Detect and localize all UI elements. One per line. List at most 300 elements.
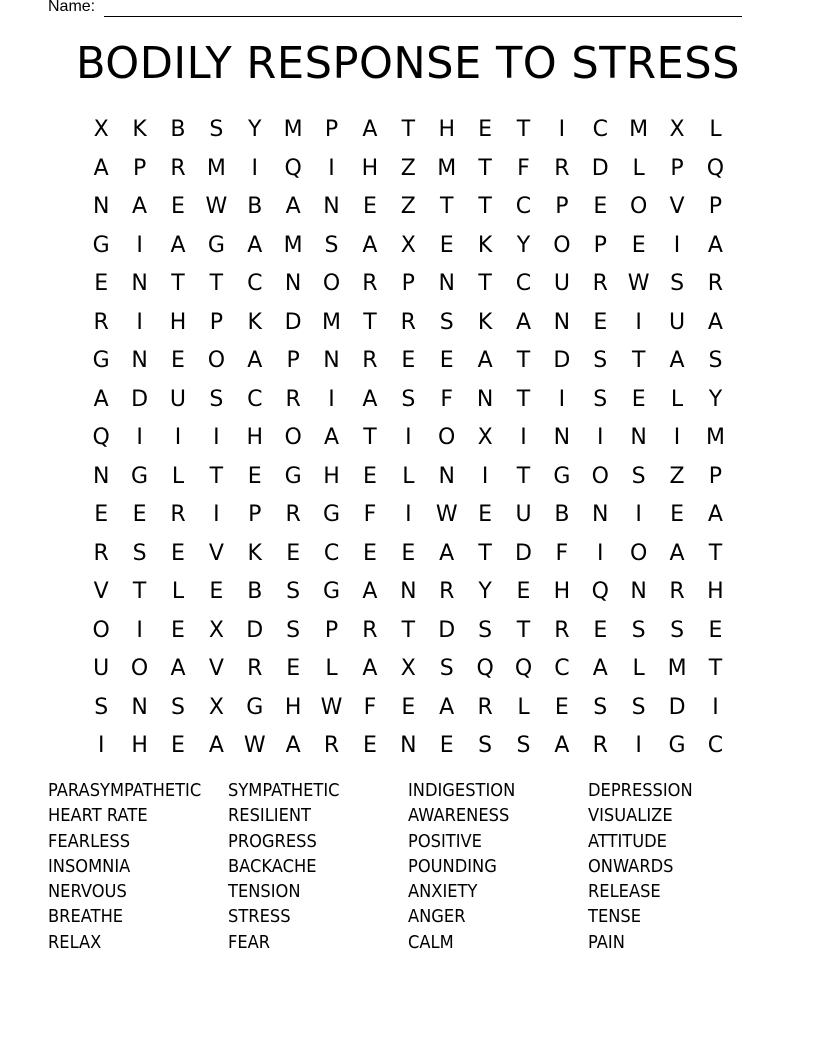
grid-letter[interactable]: B [247, 579, 263, 604]
grid-letter[interactable]: O [553, 232, 571, 258]
word-bank-item: TENSION [228, 882, 301, 903]
word-bank-item: RELAX [48, 932, 102, 953]
grid-letter[interactable]: T [209, 271, 224, 296]
grid-letter[interactable]: S [209, 386, 224, 412]
grid-letter[interactable]: T [439, 194, 454, 219]
grid-letter[interactable]: P [209, 309, 223, 335]
grid-letter[interactable]: P [708, 194, 723, 219]
grid-letter[interactable]: M [322, 309, 342, 335]
grid-letter[interactable]: R [592, 271, 608, 296]
grid-letter[interactable]: B [554, 502, 570, 527]
grid-letter[interactable]: N [476, 386, 494, 412]
grid-letter[interactable]: V [669, 194, 685, 219]
grid-letter[interactable]: Q [591, 579, 609, 604]
grid-letter[interactable]: G [323, 502, 341, 527]
grid-letter[interactable]: R [477, 694, 493, 720]
grid-letter[interactable]: Q [284, 155, 302, 181]
grid-letter[interactable]: O [207, 348, 226, 373]
grid-letter[interactable]: T [516, 117, 531, 142]
grid-letter[interactable]: F [555, 540, 569, 566]
grid-letter[interactable]: W [205, 194, 228, 219]
grid-letter[interactable]: E [171, 194, 185, 219]
grid-letter[interactable]: T [516, 386, 531, 412]
grid-letter[interactable]: W [320, 694, 343, 720]
grid-letter[interactable]: I [213, 425, 220, 450]
grid-letter[interactable]: D [246, 617, 264, 643]
grid-letter[interactable]: S [94, 694, 109, 720]
grid-letter[interactable]: S [324, 232, 339, 258]
grid-letter[interactable]: A [362, 579, 378, 604]
grid-letter[interactable]: E [708, 617, 723, 643]
grid-letter[interactable]: M [437, 155, 457, 181]
grid-letter[interactable]: T [478, 540, 492, 566]
grid-letter[interactable]: V [208, 540, 224, 566]
grid-letter[interactable]: H [553, 579, 571, 604]
grid-letter[interactable]: H [284, 694, 302, 720]
grid-letter[interactable]: L [402, 463, 415, 489]
word-bank-item: HEART RATE [48, 806, 148, 827]
grid-letter[interactable]: K [132, 117, 147, 142]
grid-letter[interactable]: S [593, 348, 608, 373]
grid-letter[interactable]: F [363, 502, 377, 527]
grid-letter[interactable]: R [592, 733, 608, 758]
grid-letter[interactable]: H [246, 425, 264, 450]
grid-letter[interactable]: I [136, 425, 143, 450]
grid-letter[interactable]: X [208, 617, 224, 643]
grid-letter[interactable]: I [635, 733, 642, 758]
grid-letter[interactable]: X [477, 425, 493, 450]
grid-letter[interactable]: I [558, 117, 566, 142]
grid-letter[interactable]: R [707, 271, 724, 296]
grid-letter[interactable]: L [632, 155, 645, 181]
grid-letter[interactable]: C [247, 386, 263, 412]
grid-letter[interactable]: D [553, 348, 571, 373]
word-bank-item: RESILIENT [228, 806, 312, 827]
grid-letter[interactable]: Q [476, 656, 494, 681]
grid-letter[interactable]: A [515, 309, 532, 335]
grid-letter[interactable]: N [630, 425, 647, 450]
grid-letter[interactable]: C [515, 194, 532, 219]
grid-letter[interactable]: A [439, 694, 455, 720]
grid-letter[interactable]: O [630, 540, 648, 566]
grid-letter[interactable]: T [516, 348, 531, 373]
grid-letter[interactable]: E [171, 617, 185, 643]
grid-letter[interactable]: S [516, 733, 531, 758]
grid-letter[interactable]: G [553, 463, 571, 489]
grid-letter[interactable]: T [132, 579, 147, 604]
grid-letter[interactable]: E [362, 463, 377, 489]
grid-letter[interactable]: X [400, 232, 416, 258]
grid-letter[interactable]: R [669, 579, 685, 604]
grid-letter[interactable]: V [93, 579, 109, 604]
grid-letter[interactable]: D [284, 309, 302, 335]
grid-letter[interactable]: N [553, 425, 571, 450]
grid-letter[interactable]: G [92, 348, 110, 373]
grid-letter[interactable]: X [93, 117, 109, 142]
grid-letter[interactable]: Y [478, 579, 492, 604]
grid-letter[interactable]: Q [706, 155, 725, 181]
grid-letter[interactable]: E [478, 502, 493, 527]
grid-letter[interactable]: T [401, 117, 416, 142]
grid-letter[interactable]: E [362, 194, 377, 219]
grid-letter[interactable]: A [439, 540, 455, 566]
grid-letter[interactable]: I [136, 617, 143, 643]
grid-letter[interactable]: E [670, 502, 684, 527]
grid-letter[interactable]: T [631, 348, 646, 373]
grid-letter[interactable]: G [92, 232, 110, 258]
grid-letter[interactable]: E [132, 502, 147, 527]
grid-letter[interactable]: T [363, 309, 377, 335]
grid-letter[interactable]: N [323, 194, 340, 219]
grid-letter[interactable]: W [243, 733, 266, 758]
grid-letter[interactable]: R [400, 309, 416, 335]
grid-letter[interactable]: R [93, 540, 109, 566]
grid-letter[interactable]: S [478, 733, 493, 758]
grid-letter[interactable]: E [439, 348, 454, 373]
grid-letter[interactable]: P [708, 463, 723, 489]
grid-letter[interactable]: S [286, 579, 301, 604]
grid-letter[interactable]: A [132, 194, 148, 219]
grid-letter[interactable]: V [208, 656, 224, 681]
grid-letter[interactable]: A [707, 309, 723, 335]
grid-letter[interactable]: E [631, 386, 646, 412]
grid-letter[interactable]: G [323, 579, 341, 604]
grid-letter[interactable]: K [247, 540, 262, 566]
grid-letter[interactable]: H [438, 117, 455, 142]
grid-letter[interactable]: A [707, 232, 723, 258]
grid-letter[interactable]: S [170, 694, 185, 720]
grid-letter[interactable]: A [669, 348, 685, 373]
grid-letter[interactable]: A [324, 425, 340, 450]
grid-letter[interactable]: P [401, 271, 415, 296]
grid-letter[interactable]: M [283, 232, 303, 258]
grid-letter[interactable]: M [206, 155, 226, 181]
grid-letter[interactable]: A [362, 386, 378, 412]
grid-letter[interactable]: N [131, 694, 148, 720]
grid-letter[interactable]: N [92, 463, 110, 489]
grid-letter[interactable]: S [401, 386, 416, 412]
grid-letter[interactable]: R [323, 733, 340, 758]
grid-letter[interactable]: S [209, 117, 224, 142]
grid-letter[interactable]: N [131, 271, 148, 296]
grid-letter[interactable]: A [170, 232, 186, 258]
grid-letter[interactable]: E [94, 502, 109, 527]
grid-letter[interactable]: S [631, 694, 646, 720]
grid-letter[interactable]: H [361, 155, 379, 181]
grid-letter[interactable]: K [247, 309, 262, 335]
grid-letter[interactable]: I [558, 386, 566, 412]
grid-letter[interactable]: O [92, 617, 110, 643]
grid-letter[interactable]: N [630, 579, 647, 604]
grid-letter[interactable]: R [554, 617, 570, 643]
grid-letter[interactable]: I [213, 502, 220, 527]
grid-letter[interactable]: L [171, 463, 185, 489]
grid-letter[interactable]: R [554, 155, 570, 181]
grid-letter[interactable]: D [131, 386, 149, 412]
grid-letter[interactable]: A [285, 733, 301, 758]
grid-letter[interactable]: U [93, 656, 110, 681]
grid-letter[interactable]: I [136, 232, 143, 258]
grid-letter[interactable]: N [400, 579, 417, 604]
grid-letter[interactable]: T [209, 463, 224, 489]
grid-letter[interactable]: T [708, 656, 723, 681]
grid-letter[interactable]: G [284, 463, 302, 489]
grid-letter[interactable]: N [553, 309, 571, 335]
grid-letter[interactable]: W [627, 271, 650, 296]
grid-letter[interactable]: I [328, 386, 335, 412]
grid-letter[interactable]: A [362, 656, 378, 681]
grid-letter[interactable]: E [516, 579, 531, 604]
grid-letter[interactable]: I [712, 694, 719, 720]
grid-letter[interactable]: Z [400, 155, 416, 181]
grid-letter[interactable]: G [131, 463, 149, 489]
grid-letter[interactable]: H [131, 733, 148, 758]
grid-letter[interactable]: Z [400, 194, 416, 219]
grid-letter[interactable]: E [439, 733, 454, 758]
grid-letter[interactable]: C [554, 656, 570, 681]
grid-letter[interactable]: R [439, 579, 455, 604]
grid-letter[interactable]: I [597, 425, 604, 450]
grid-letter[interactable]: X [208, 694, 224, 720]
grid-letter[interactable]: X [400, 656, 416, 681]
grid-letter[interactable]: B [247, 194, 263, 219]
grid-letter[interactable]: A [362, 232, 378, 258]
grid-letter[interactable]: E [593, 309, 608, 335]
grid-letter[interactable]: F [517, 155, 530, 181]
grid-letter[interactable]: W [435, 502, 458, 527]
grid-letter[interactable]: E [631, 232, 646, 258]
grid-letter[interactable]: I [673, 425, 681, 450]
grid-letter[interactable]: S [478, 617, 493, 643]
grid-letter[interactable]: A [285, 194, 301, 219]
grid-letter[interactable]: A [208, 733, 224, 758]
grid-letter[interactable]: G [668, 733, 686, 758]
grid-letter[interactable]: K [477, 309, 493, 335]
grid-letter[interactable]: R [362, 271, 378, 296]
grid-letter[interactable]: A [362, 117, 378, 142]
grid-letter[interactable]: O [130, 656, 149, 681]
grid-letter[interactable]: I [328, 155, 335, 181]
grid-letter[interactable]: E [401, 348, 416, 373]
grid-letter[interactable]: O [284, 425, 302, 450]
grid-letter[interactable]: N [438, 463, 455, 489]
grid-letter[interactable]: E [593, 194, 608, 219]
grid-letter[interactable]: Y [516, 232, 531, 258]
word-bank-item: FEAR [228, 932, 271, 953]
grid-letter[interactable]: L [171, 579, 185, 604]
grid-letter[interactable]: L [517, 694, 530, 720]
grid-letter[interactable]: R [247, 656, 263, 681]
grid-letter[interactable]: U [515, 502, 532, 527]
grid-letter[interactable]: I [520, 425, 527, 450]
word-bank-item: POUNDING [408, 856, 497, 877]
grid-letter[interactable]: T [478, 271, 492, 296]
grid-letter[interactable]: A [247, 232, 263, 258]
grid-letter[interactable]: T [708, 540, 723, 566]
grid-letter[interactable]: L [325, 656, 338, 681]
grid-letter[interactable]: F [363, 694, 377, 720]
grid-letter[interactable]: E [401, 694, 416, 720]
grid-letter[interactable]: C [323, 540, 340, 566]
grid-letter[interactable]: T [478, 194, 492, 219]
grid-letter[interactable]: R [170, 155, 186, 181]
grid-letter[interactable]: U [553, 271, 570, 296]
grid-letter[interactable]: P [670, 155, 684, 181]
grid-letter[interactable]: E [171, 540, 185, 566]
grid-letter[interactable]: N [131, 348, 148, 373]
grid-letter[interactable]: C [707, 733, 724, 758]
word-bank-item: INSOMNIA [48, 856, 131, 877]
grid-letter[interactable]: H [323, 463, 340, 489]
grid-letter[interactable]: U [169, 386, 187, 412]
grid-letter[interactable]: P [132, 155, 147, 181]
grid-letter[interactable]: E [554, 694, 569, 720]
grid-letter[interactable]: D [668, 694, 686, 720]
grid-letter[interactable]: D [515, 540, 532, 566]
grid-letter[interactable]: A [477, 348, 493, 373]
grid-letter[interactable]: I [481, 463, 489, 489]
grid-letter[interactable]: I [136, 309, 143, 335]
grid-letter[interactable]: S [593, 694, 608, 720]
grid-letter[interactable]: Y [708, 386, 723, 412]
grid-letter[interactable]: N [438, 271, 455, 296]
grid-letter[interactable]: Q [92, 425, 110, 450]
grid-letter[interactable]: O [322, 271, 341, 296]
grid-letter[interactable]: A [93, 155, 109, 181]
grid-letter[interactable]: F [440, 386, 454, 412]
grid-letter[interactable]: N [92, 194, 110, 219]
grid-letter[interactable]: R [362, 617, 378, 643]
grid-letter[interactable]: N [592, 502, 609, 527]
grid-letter[interactable]: A [93, 386, 109, 412]
grid-letter[interactable]: T [478, 155, 492, 181]
grid-letter[interactable]: B [170, 117, 186, 142]
grid-letter[interactable]: P [593, 232, 607, 258]
grid-letter[interactable]: P [324, 117, 339, 142]
grid-letter[interactable]: I [174, 425, 182, 450]
grid-letter[interactable]: E [362, 540, 377, 566]
grid-letter[interactable]: S [439, 309, 454, 335]
grid-letter[interactable]: R [170, 502, 186, 527]
grid-letter[interactable]: E [439, 232, 454, 258]
grid-letter[interactable]: I [251, 155, 258, 181]
grid-letter[interactable]: E [171, 733, 185, 758]
grid-letter[interactable]: P [555, 194, 569, 219]
grid-letter[interactable]: E [593, 617, 608, 643]
grid-letter[interactable]: L [670, 386, 684, 412]
grid-letter[interactable]: S [631, 463, 646, 489]
grid-letter[interactable]: E [286, 656, 301, 681]
grid-letter[interactable]: A [247, 348, 263, 373]
grid-letter[interactable]: I [405, 425, 412, 450]
grid-letter[interactable]: E [247, 463, 262, 489]
grid-letter[interactable]: R [285, 386, 301, 412]
grid-letter[interactable]: S [631, 617, 646, 643]
grid-letter[interactable]: R [362, 348, 378, 373]
grid-letter[interactable]: M [283, 117, 303, 142]
grid-letter[interactable]: S [593, 386, 608, 412]
grid-letter[interactable]: D [438, 617, 456, 643]
grid-letter[interactable]: P [324, 617, 339, 643]
grid-letter[interactable]: E [209, 579, 224, 604]
grid-letter[interactable]: X [669, 117, 685, 142]
grid-letter[interactable]: A [592, 656, 608, 681]
grid-letter[interactable]: T [363, 425, 377, 450]
grid-letter[interactable]: P [248, 502, 262, 527]
grid-letter[interactable]: I [635, 309, 642, 335]
word-bank [48, 779, 768, 956]
grid-letter[interactable]: Z [669, 463, 685, 489]
grid-letter[interactable]: L [632, 656, 645, 681]
grid-letter[interactable]: Y [248, 117, 262, 142]
name-underline[interactable] [104, 1, 742, 17]
grid-letter[interactable]: R [285, 502, 301, 527]
grid-letter[interactable]: E [478, 117, 493, 142]
grid-letter[interactable]: H [169, 309, 187, 335]
grid-letter[interactable]: O [630, 194, 648, 219]
grid-letter[interactable]: K [477, 232, 493, 258]
grid-letter[interactable]: S [708, 348, 723, 373]
word-bank-item: INDIGESTION [408, 781, 516, 801]
grid-letter[interactable]: U [669, 309, 686, 335]
grid-letter[interactable]: T [516, 617, 531, 643]
grid-letter[interactable]: O [438, 425, 456, 450]
grid-letter[interactable]: R [93, 309, 109, 335]
grid-letter[interactable]: S [132, 540, 147, 566]
grid-letter[interactable]: E [171, 348, 185, 373]
grid-letter[interactable]: E [286, 540, 301, 566]
grid-letter[interactable]: S [439, 656, 454, 681]
grid-letter[interactable]: S [670, 271, 685, 296]
grid-letter[interactable]: T [171, 271, 185, 296]
grid-letter[interactable]: N [284, 271, 302, 296]
grid-letter[interactable]: I [673, 232, 681, 258]
grid-letter[interactable]: I [635, 502, 642, 527]
grid-letter[interactable]: M [705, 425, 725, 450]
grid-letter[interactable]: T [516, 463, 531, 489]
grid-letter[interactable]: A [170, 656, 186, 681]
grid-letter[interactable]: E [401, 540, 416, 566]
name-field[interactable] [48, 0, 742, 17]
grid-letter[interactable]: Q [514, 656, 533, 681]
grid-letter[interactable]: O [591, 463, 609, 489]
grid-letter[interactable]: D [591, 155, 609, 181]
grid-letter[interactable]: A [554, 733, 570, 758]
grid-letter[interactable]: I [597, 540, 604, 566]
grid-letter[interactable]: M [629, 117, 649, 142]
grid-letter[interactable]: S [286, 617, 301, 643]
grid-letter[interactable]: M [667, 656, 687, 681]
grid-letter[interactable]: T [401, 617, 416, 643]
grid-letter[interactable]: N [400, 733, 417, 758]
grid-letter[interactable]: E [94, 271, 109, 296]
grid-letter[interactable]: H [707, 579, 724, 604]
grid-letter[interactable]: G [207, 232, 225, 258]
grid-letter[interactable]: S [670, 617, 685, 643]
grid-letter[interactable]: L [709, 117, 722, 142]
grid-letter[interactable]: P [286, 348, 300, 373]
grid-letter[interactable]: N [323, 348, 340, 373]
grid-letter[interactable]: A [707, 502, 723, 527]
grid-letter[interactable]: I [405, 502, 412, 527]
grid-letter[interactable]: G [246, 694, 264, 720]
grid-letter[interactable]: E [362, 733, 377, 758]
grid-letter[interactable]: C [592, 117, 608, 142]
grid-letter[interactable]: I [97, 733, 105, 758]
grid-letter[interactable]: A [669, 540, 685, 566]
grid-letter[interactable]: C [515, 271, 532, 296]
grid-letter[interactable]: C [247, 271, 263, 296]
